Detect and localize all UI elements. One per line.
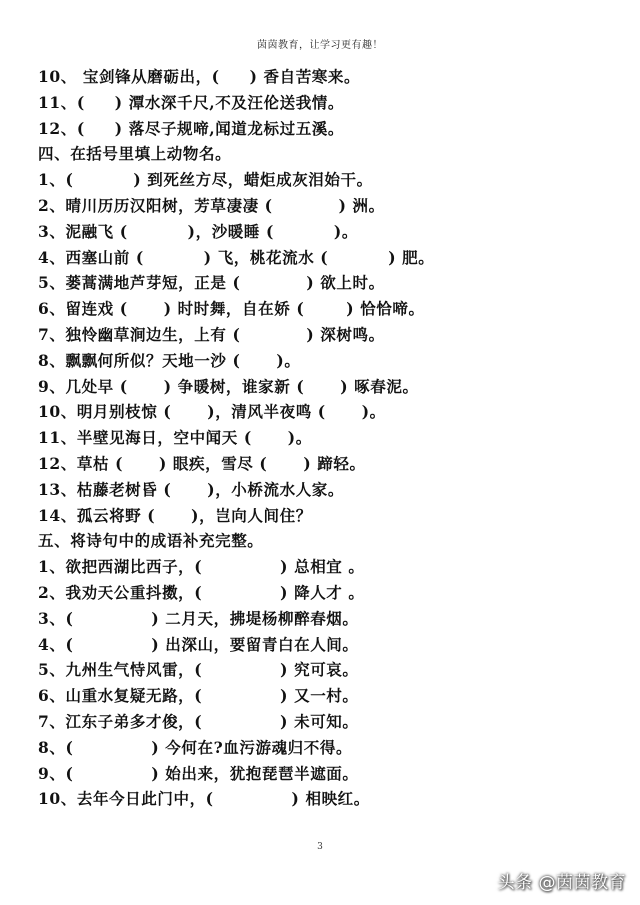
exercise-line: 4、( ) 出深山，要留青白在人间。 <box>38 634 359 654</box>
exercise-line: 5、九州生气恃风雷，( ) 究可哀。 <box>38 660 359 680</box>
page-header: 茵茵教育，让学习更有趣！ <box>257 40 383 51</box>
exercise-line: 9、几处早 ( ) 争暖树，谁家新 ( ) 啄春泥。 <box>38 376 419 396</box>
exercise-line: 3、泥融飞 ( )，沙暖睡 ( )。 <box>38 221 358 241</box>
exercise-line: 1、( ) 到死丝方尽，蜡炬成灰泪始干。 <box>38 170 373 190</box>
exercise-lines <box>38 64 618 812</box>
exercise-line: 14、孤云将野 ( )，岂向人间住？ <box>38 505 312 525</box>
exercise-line: 4、西塞山前 ( ) 飞，桃花流水 ( ) 肥。 <box>38 247 435 267</box>
section-heading: 四、在括号里填上动物名。 <box>38 144 232 164</box>
exercise-line: 10、 宝剑锋从磨砺出，( ) 香自苦寒来。 <box>38 67 361 86</box>
exercise-line: 7、独怜幽草涧边生，上有 ( ) 深树鸣。 <box>38 324 385 344</box>
exercise-line: 11、半壁见海日，空中闻天 ( )。 <box>38 428 312 448</box>
exercise-line: 5、蒌蒿满地芦芽短，正是 ( ) 欲上时。 <box>38 273 385 293</box>
exercise-line: 2、晴川历历汉阳树，芳草凄凄 ( ) 洲。 <box>38 195 385 215</box>
page-number: 3 <box>317 842 323 852</box>
exercise-line: 10、去年今日此门中，( ) 相映红。 <box>38 789 370 809</box>
exercise-line: 8、( ) 今何在?血污游魂归不得。 <box>38 737 353 757</box>
source-watermark: 头条 @茵茵教育 <box>497 873 626 893</box>
exercise-line: 6、山重水复疑无路，( ) 又一村。 <box>38 686 359 706</box>
section-heading: 五、将诗句中的成语补充完整。 <box>38 531 264 551</box>
exercise-line: 1、欲把西湖比西子，( ) 总相宜 。 <box>38 557 365 577</box>
exercise-line: 9、( ) 始出来，犹抱琵琶半遮面。 <box>38 763 359 783</box>
exercise-line: 6、留连戏 ( ) 时时舞，自在娇 ( ) 恰恰啼。 <box>38 299 425 319</box>
exercise-line: 8、飘飘何所似？天地一沙 ( )。 <box>38 350 301 370</box>
exercise-line: 3、( ) 二月天，拂堤杨柳醉春烟。 <box>38 608 359 628</box>
exercise-line: 11、( ) 潭水深千尺,不及汪伦送我情。 <box>38 92 345 112</box>
exercise-line: 10、明月别枝惊 ( )，清风半夜鸣 ( )。 <box>38 402 386 422</box>
exercise-line: 12、草枯 ( ) 眼疾，雪尽 ( ) 蹄轻。 <box>38 453 366 473</box>
exercise-line: 13、枯藤老树昏 ( )，小桥流水人家。 <box>38 479 345 499</box>
exercise-line: 2、我劝天公重抖擞，( ) 降人才 。 <box>38 582 365 602</box>
exercise-line: 7、江东子弟多才俊，( ) 未可知。 <box>38 711 359 731</box>
exercise-line: 12、( ) 落尽子规啼,闻道龙标过五溪。 <box>38 118 345 138</box>
